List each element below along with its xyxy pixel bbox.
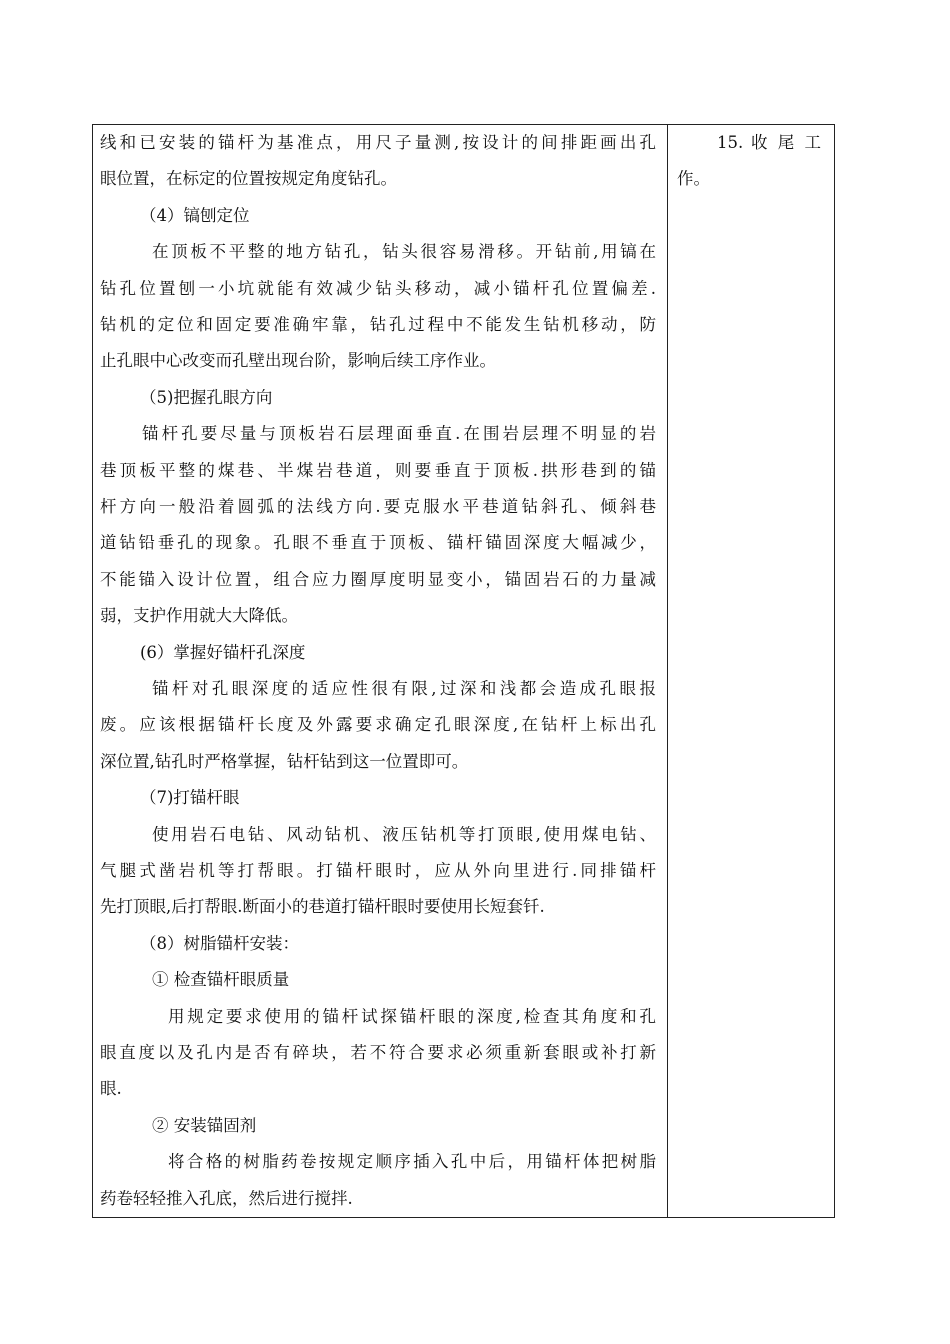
text-line: 钻机的定位和固定要准确牢靠，钻孔过程中不能发生钻机移动，防 bbox=[100, 315, 656, 334]
text-line: 在顶板不平整的地方钻孔，钻头很容易滑移。开钻前,用镐在 bbox=[152, 242, 656, 262]
text-line: 眼. bbox=[100, 1079, 122, 1099]
text-line: （5)把握孔眼方向 bbox=[140, 387, 273, 407]
column-divider bbox=[667, 125, 668, 1217]
text-line: 道钻铅垂孔的现象。孔眼不垂直于顶板、锚杆锚固深度大幅减少， bbox=[100, 533, 656, 553]
step-line: 作。 bbox=[677, 169, 710, 189]
text-line: 废。应该根据锚杆长度及外露要求确定孔眼深度,在钻杆上标出孔 bbox=[100, 715, 656, 735]
text-line: 药卷轻轻推入孔底，然后进行搅拌. bbox=[100, 1188, 353, 1208]
text-line: ② 安装锚固剂 bbox=[152, 1115, 257, 1135]
text-line: 弱，支护作用就大大降低。 bbox=[100, 606, 298, 626]
text-line: 锚杆对孔眼深度的适应性很有限,过深和浅都会造成孔眼报 bbox=[152, 679, 656, 698]
text-line: 不能锚入设计位置，组合应力圈厚度明显变小，锚固岩石的力量减 bbox=[100, 569, 656, 589]
text-line: （4）镐刨定位 bbox=[140, 205, 250, 225]
text-line: 使用岩石电钻、风动钻机、液压钻机等打顶眼,使用煤电钻、 bbox=[152, 824, 656, 844]
text-line: 杆方向一般沿着圆弧的法线方向.要克服水平巷道钻斜孔、倾斜巷 bbox=[100, 497, 656, 516]
text-line: 眼直度以及孔内是否有碎块，若不符合要求必须重新套眼或补打新 bbox=[100, 1043, 656, 1062]
text-line: (6）掌握好锚杆孔深度 bbox=[140, 642, 306, 662]
text-line: 锚杆孔要尽量与顶板岩石层理面垂直.在围岩层理不明显的岩 bbox=[142, 424, 656, 444]
text-line: 眼位置，在标定的位置按规定角度钻孔。 bbox=[100, 169, 397, 189]
text-line: 将合格的树脂药卷按规定顺序插入孔中后，用锚杆体把树脂 bbox=[168, 1152, 656, 1172]
text-line: 深位置,钻孔时严格掌握，钻杆钻到这一位置即可。 bbox=[100, 751, 469, 771]
text-line: 止孔眼中心改变而孔壁出现台阶，影响后续工序作业。 bbox=[100, 351, 496, 371]
text-line: 巷顶板平整的煤巷、半煤岩巷道，则要垂直于顶板.拱形巷到的锚 bbox=[100, 460, 656, 480]
text-line: 钻孔位置刨一小坑就能有效减少钻头移动，减小锚杆孔位置偏差. bbox=[100, 278, 656, 298]
text-line: 先打顶眼,后打帮眼.断面小的巷道打锚杆眼时要使用长短套钎. bbox=[100, 897, 545, 917]
text-line: 线和已安装的锚杆为基准点，用尺子量测,按设计的间排距画出孔 bbox=[100, 133, 656, 152]
text-line: ① 检查锚杆眼质量 bbox=[152, 970, 290, 990]
text-line: 用规定要求使用的锚杆试探锚杆眼的深度,检查其角度和孔 bbox=[168, 1006, 656, 1026]
text-line: 气腿式凿岩机等打帮眼。打锚杆眼时，应从外向里进行.同排锚杆 bbox=[100, 861, 656, 880]
content-table bbox=[92, 124, 835, 1218]
text-line: （7)打锚杆眼 bbox=[140, 788, 240, 808]
text-line: （8）树脂锚杆安装： bbox=[140, 933, 299, 953]
step-line: 15. 收 尾 工 bbox=[717, 133, 821, 152]
